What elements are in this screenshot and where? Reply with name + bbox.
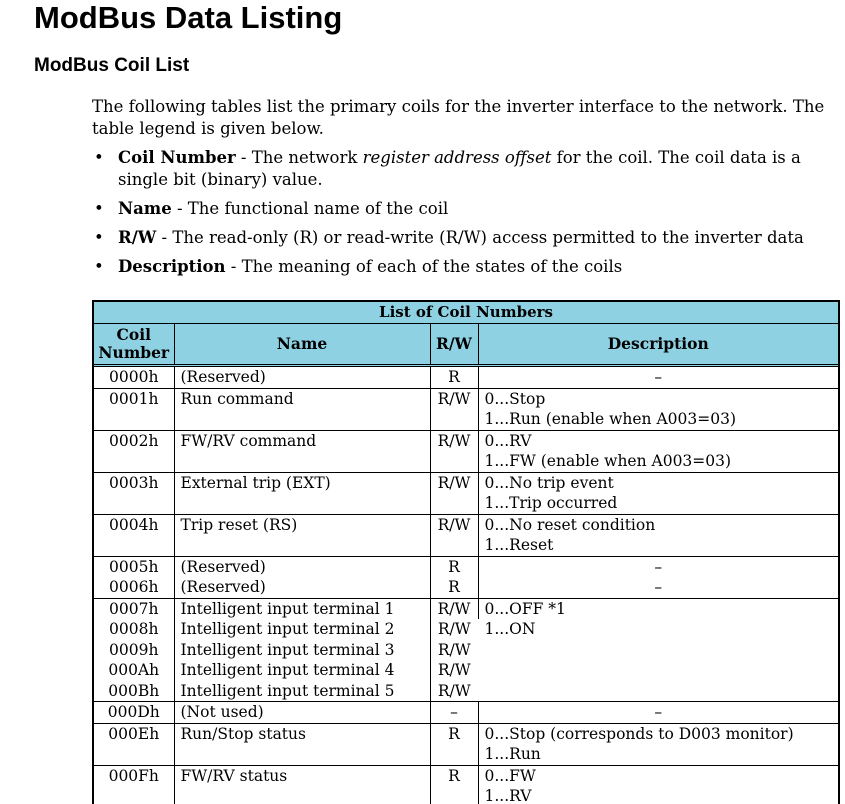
table-row: [94, 765, 838, 804]
cell-description: [478, 388, 838, 430]
table-caption: List of Coil Numbers: [94, 302, 838, 324]
cell-rw: R: [430, 723, 478, 765]
description-line: 0...No trip event: [484, 473, 614, 492]
legend-text: - The meaning of each of the states of the coils: [225, 257, 623, 276]
description-line: –: [654, 368, 663, 386]
cell-name: (Not used): [174, 702, 430, 724]
legend-item: • Coil Number - The network register address offset for the coil. The coil data is a single bit (binary) value.: [94, 148, 801, 189]
cell-description: [478, 472, 838, 514]
cell-rw: R/W: [437, 640, 471, 659]
legend-term: R/W: [118, 228, 157, 247]
cell-rw: R/W: [430, 598, 478, 619]
cell-description: [478, 514, 838, 556]
legend-item: • Name - The functional name of the coil: [94, 199, 449, 218]
cell-name: External trip (EXT): [174, 472, 430, 514]
cell-rw: R/W: [430, 514, 478, 556]
cell-rw: R/W: [430, 472, 478, 514]
legend-text: for the coil. The coil data is a single bit (binary) value.: [118, 148, 801, 189]
table-row: [94, 366, 838, 389]
table-row: [94, 388, 838, 430]
cell-coil-number: 0008h: [94, 619, 174, 640]
cell-name: (Reserved): [174, 577, 430, 598]
legend-term: Name: [118, 199, 172, 218]
cell-name: Run command: [174, 388, 430, 430]
table-row: [94, 556, 838, 577]
table-row: [94, 577, 838, 598]
cell-coil-number: 000Dh: [94, 702, 174, 724]
cell-coil-number: 0000h: [94, 366, 174, 389]
cell-rw: R/W: [437, 661, 471, 679]
cell-description: [478, 577, 838, 598]
header-rw: R/W: [430, 324, 478, 366]
intro-paragraph: The following tables list the primary coils for the inverter interface to the network. The table legend is given below.: [92, 97, 825, 138]
legend-item: • R/W - The read-only (R) or read-write (R/W) access permitted to the inverter data: [94, 228, 804, 247]
cell-rw: R: [430, 556, 478, 577]
cell-rw: R/W: [430, 388, 478, 430]
cell-name: (Reserved): [174, 556, 430, 577]
cell-description: [478, 598, 838, 702]
description-line: 0...FW: [484, 766, 536, 785]
legend-text: - The read-only (R) or read-write (R/W) access permitted to the inverter data: [156, 228, 804, 247]
legend-text: - The functional name of the coil: [171, 199, 449, 218]
description-line: 1...Run (enable when A003=03): [484, 410, 736, 428]
description-line: 1...Reset: [484, 536, 554, 554]
table-row: [94, 723, 838, 765]
description-line: 0...OFF *1: [484, 599, 566, 618]
cell-coil-number: 000Fh: [94, 765, 174, 804]
cell-rw: R: [430, 577, 478, 598]
cell-coil-number: 000Ah: [94, 660, 174, 681]
header-coil-number: Coil Number: [94, 324, 174, 366]
cell-coil-number: 000Eh: [94, 723, 174, 765]
table-row: [94, 598, 838, 619]
cell-coil-number: 0007h: [94, 598, 174, 619]
header-description: Description: [478, 324, 838, 366]
description-line: 0...RV: [484, 431, 532, 450]
description-line: 1...Run: [484, 745, 541, 763]
description-line: –: [654, 703, 663, 721]
cell-coil-number: 0001h: [94, 388, 174, 430]
cell-name: FW/RV command: [174, 430, 430, 472]
legend-text: - The network: [235, 148, 363, 167]
cell-name: Intelligent input terminal 1: [174, 598, 430, 619]
legend-term: Coil Number: [118, 148, 236, 167]
cell-name: Run/Stop status: [174, 723, 430, 765]
description-line: 1...RV: [484, 787, 532, 804]
cell-rw: R: [430, 765, 478, 804]
cell-rw: R/W: [430, 430, 478, 472]
legend-list: [92, 147, 844, 285]
description-line: 1...FW (enable when A003=03): [484, 452, 732, 470]
description-line: 1...Trip occurred: [484, 494, 618, 512]
header-name: Name: [174, 324, 430, 366]
cell-coil-number: 0002h: [94, 430, 174, 472]
cell-name: Intelligent input terminal 3: [174, 640, 430, 661]
table-row: [94, 472, 838, 514]
cell-rw: R/W: [437, 620, 471, 638]
cell-description: [478, 723, 838, 765]
cell-coil-number: 0003h: [94, 472, 174, 514]
description-line: 0...Stop: [484, 389, 546, 408]
cell-name: Intelligent input terminal 4: [174, 660, 430, 681]
cell-name: Intelligent input terminal 5: [174, 681, 430, 702]
cell-name: (Reserved): [174, 366, 430, 389]
cell-coil-number: 0004h: [94, 514, 174, 556]
cell-coil-number: 000Bh: [94, 681, 174, 702]
table-row: [94, 430, 838, 472]
cell-name: Trip reset (RS): [174, 514, 430, 556]
section-title: ModBus Coil List: [34, 55, 190, 76]
cell-description: [478, 556, 838, 577]
cell-rw: –: [430, 702, 478, 724]
coil-table: [92, 300, 840, 804]
page-title: ModBus Data Listing: [34, 0, 343, 35]
cell-name: FW/RV status: [174, 765, 430, 804]
cell-coil-number: 0005h: [94, 556, 174, 577]
cell-coil-number: 0006h: [94, 577, 174, 598]
cell-description: [478, 366, 838, 389]
cell-description: [478, 702, 838, 724]
cell-description: [478, 430, 838, 472]
cell-rw: R/W: [437, 681, 471, 700]
cell-coil-number: 0009h: [94, 640, 174, 661]
cell-name: Intelligent input terminal 2: [174, 619, 430, 640]
cell-description: [478, 765, 838, 804]
legend-term: Description: [118, 257, 226, 276]
table-row: [94, 514, 838, 556]
cell-rw: R: [430, 366, 478, 389]
legend-emphasis: register address offset: [362, 148, 552, 167]
description-line: 0...No reset condition: [484, 515, 656, 534]
legend-item: • Description - The meaning of each of the states of the coils: [94, 257, 623, 276]
description-line: –: [654, 578, 663, 596]
description-line: 1...ON: [484, 620, 536, 638]
description-line: –: [654, 557, 663, 576]
table-body: [94, 366, 838, 804]
table-row: [94, 702, 838, 724]
description-line: 0...Stop (corresponds to D003 monitor): [484, 724, 794, 743]
